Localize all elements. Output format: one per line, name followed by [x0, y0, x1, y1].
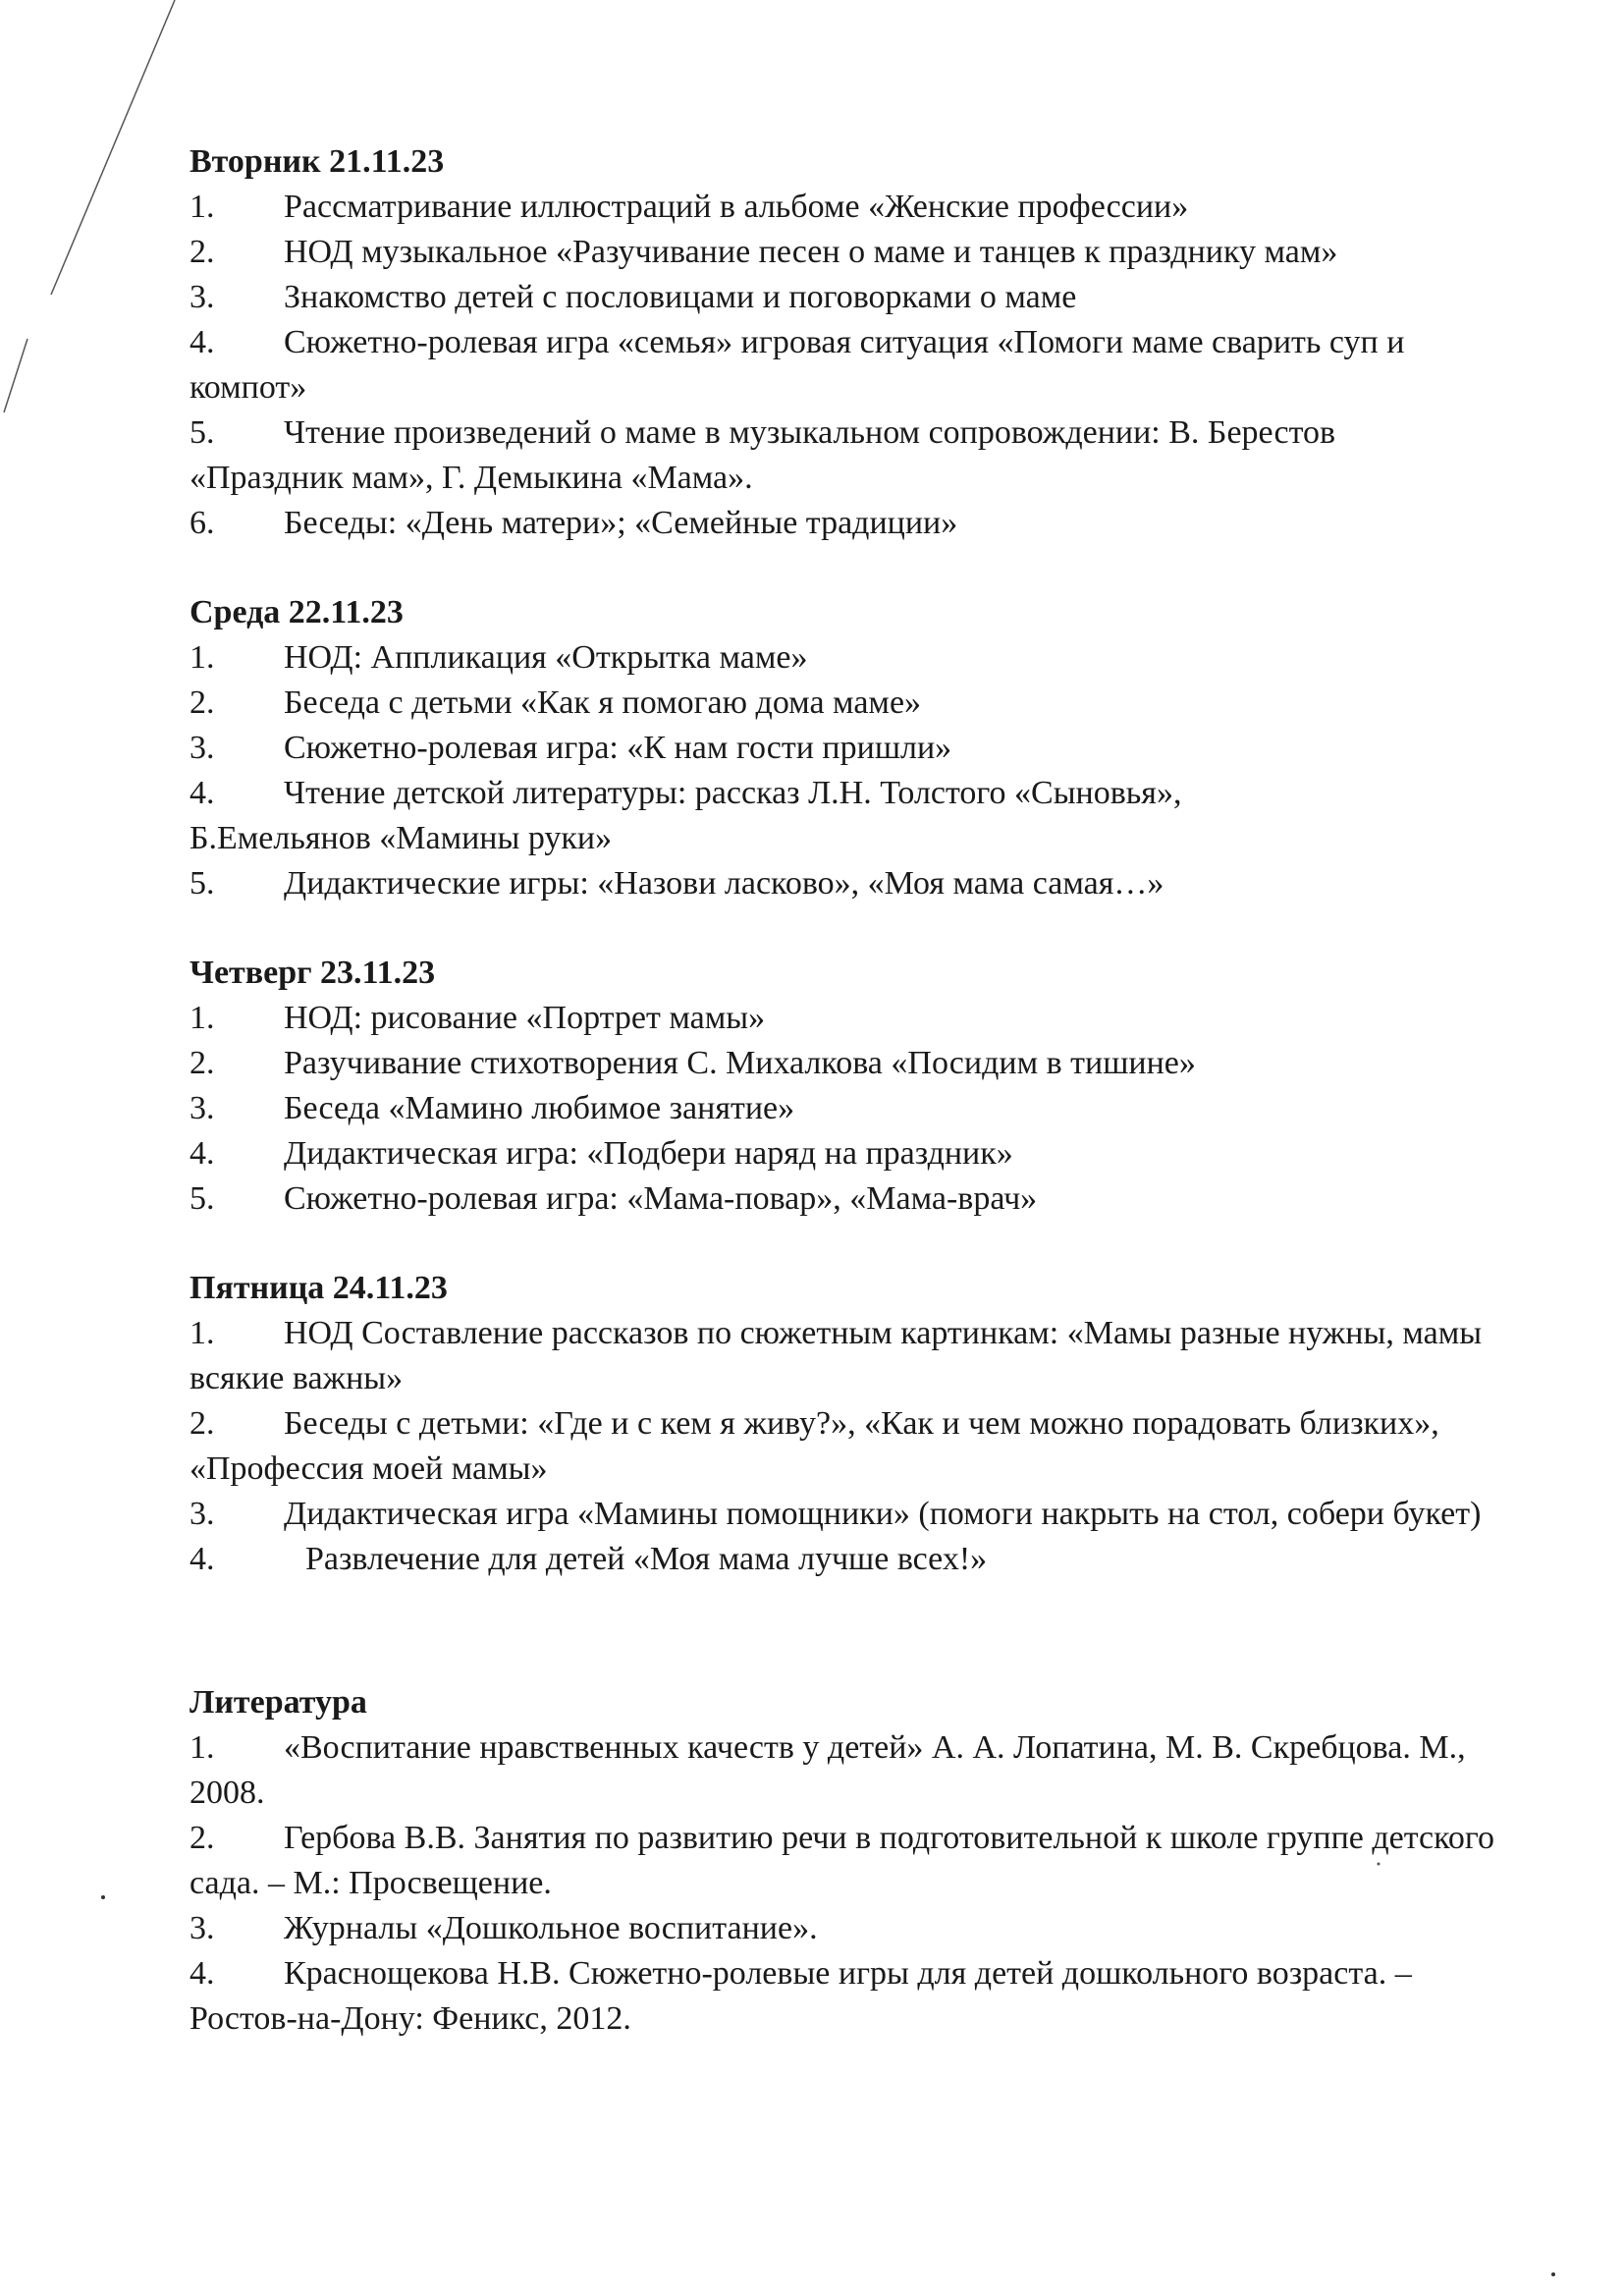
item-number: 1. [189, 639, 215, 676]
item-number: 1. [189, 189, 215, 225]
section-tuesday [189, 139, 1495, 546]
item-text: Беседа с детьми «Как я помогаю дома маме» [284, 684, 922, 721]
list-item [189, 726, 1495, 771]
list-item [189, 501, 1495, 546]
item-text: Сюжетно-ролевая игра: «К нам гости пришли» [284, 730, 952, 766]
section-heading: Четверг 23.11.23 [189, 955, 436, 991]
list-item [189, 230, 1495, 275]
list-item [189, 1086, 1495, 1131]
list-item [189, 681, 1495, 726]
list-item [189, 1725, 1495, 1816]
list-item [189, 1951, 1495, 2042]
item-number: 1. [189, 1315, 215, 1351]
section-heading: Вторник 21.11.23 [189, 143, 445, 180]
item-number: 3. [189, 1910, 215, 1946]
item-number: 4. [189, 775, 215, 811]
list-item [189, 771, 1495, 861]
item-text: Сюжетно-ролевая игра: «Мама-повар», «Мама-врач» [284, 1180, 1038, 1217]
item-text: Дидактическая игра: «Подбери наряд на праздник» [284, 1135, 1013, 1172]
item-text: Краснощекова Н.В. Сюжетно-ролевые игры для детей дошкольного возраста. – Ростов-на-Дону: Феникс, 2012. [189, 1955, 1412, 2037]
item-number: 1. [189, 1000, 215, 1036]
item-text: Беседа «Мамино любимое занятие» [284, 1090, 795, 1126]
section-heading: Литература [189, 1684, 367, 1721]
list-item [189, 1401, 1495, 1492]
list-item [189, 1492, 1495, 1537]
item-text: НОД: Аппликация «Открытка маме» [284, 639, 808, 676]
item-text: Сюжетно-ролевая игра «семья» игровая ситуация «Помоги маме сварить суп и компот» [189, 324, 1405, 406]
item-text: Разучивание стихотворения С. Михалкова «Посидим в тишине» [284, 1045, 1196, 1081]
item-number: 2. [189, 234, 215, 270]
item-number: 6. [189, 505, 215, 541]
item-text: Гербова В.В. Занятия по развитию речи в подготовительной к школе группе детского сада. – М.: Просвещение. [189, 1820, 1495, 1901]
section-heading: Пятница 24.11.23 [189, 1270, 448, 1306]
item-number: 4. [189, 1135, 215, 1172]
item-text: Журналы «Дошкольное воспитание». [284, 1910, 818, 1946]
item-number: 3. [189, 730, 215, 766]
item-number: 1. [189, 1729, 215, 1766]
section-heading: Среда 22.11.23 [189, 594, 404, 630]
item-number: 2. [189, 1405, 215, 1442]
item-text: НОД музыкальное «Разучивание песен о маме и танцев к празднику мам» [284, 234, 1338, 270]
item-number: 4. [189, 324, 215, 360]
item-text: Чтение детской литературы: рассказ Л.Н. Толстого «Сыновья», Б.Емельянов «Мамины руки» [189, 775, 1182, 856]
list-item [189, 1816, 1495, 1906]
item-number: 2. [189, 684, 215, 721]
item-number: 5. [189, 865, 215, 902]
item-number: 3. [189, 1090, 215, 1126]
document-page [189, 139, 1495, 2086]
item-text: НОД: рисование «Портрет мамы» [284, 1000, 766, 1036]
item-number: 3. [189, 279, 215, 315]
list-item [189, 1537, 1495, 1582]
section-friday [189, 1266, 1495, 1582]
list-item [189, 861, 1495, 906]
item-number: 2. [189, 1045, 215, 1081]
list-item [189, 996, 1495, 1041]
item-number: 3. [189, 1496, 215, 1532]
list-item [189, 320, 1495, 410]
item-text: Знакомство детей с пословицами и поговорками о маме [284, 279, 1077, 315]
item-text: Рассматривание иллюстраций в альбоме «Женские профессии» [284, 189, 1189, 225]
item-text: Чтение произведений о маме в музыкальном сопровождении: В. Берестов «Праздник мам», Г. Демыкина «Мама». [189, 414, 1336, 496]
list-item [189, 1311, 1495, 1401]
item-number: 5. [189, 414, 215, 451]
item-number: 4. [189, 1541, 215, 1577]
item-text: Дидактическая игра «Мамины помощники» (помоги накрыть на стол, собери букет) [284, 1496, 1482, 1532]
item-number: 2. [189, 1820, 215, 1856]
list-item [189, 410, 1495, 501]
list-item [189, 1906, 1495, 1951]
section-literature [189, 1680, 1495, 2042]
list-item [189, 185, 1495, 230]
item-text: «Воспитание нравственных качеств у детей» А. А. Лопатина, М. В. Скребцова. М., 2008. [189, 1729, 1466, 1811]
item-number: 5. [189, 1180, 215, 1217]
item-text: НОД Составление рассказов по сюжетным картинкам: «Мамы разные нужны, мамы всякие важны» [189, 1315, 1483, 1396]
section-thursday [189, 951, 1495, 1222]
item-text: Беседы: «День матери»; «Семейные традиции» [284, 505, 958, 541]
list-item [189, 1041, 1495, 1086]
item-text: Дидактические игры: «Назови ласково», «Моя мама самая…» [284, 865, 1164, 902]
list-item [189, 275, 1495, 320]
item-text: Развлечение для детей «Моя мама лучше всех!» [305, 1541, 988, 1577]
section-wednesday [189, 590, 1495, 906]
list-item [189, 1131, 1495, 1176]
item-text: Беседы с детьми: «Где и с кем я живу?», «Как и чем можно порадовать близких», «Профессия моей мамы» [189, 1405, 1439, 1487]
list-item [189, 635, 1495, 681]
list-item [189, 1176, 1495, 1222]
item-number: 4. [189, 1955, 215, 1992]
